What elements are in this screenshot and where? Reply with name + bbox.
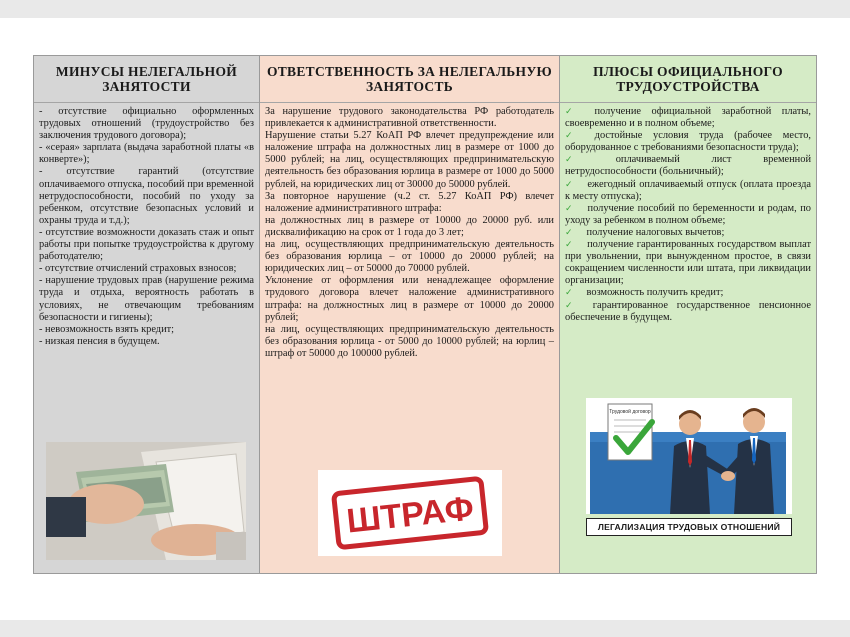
plus-column bbox=[560, 56, 816, 573]
minus-item: - отсутствие отчислений страховых взносов; bbox=[39, 263, 237, 275]
check-icon: ✓ bbox=[565, 240, 574, 251]
money-envelope-illustration bbox=[46, 442, 246, 560]
check-icon: ✓ bbox=[565, 155, 602, 166]
responsibility-text bbox=[265, 103, 554, 360]
plus-title: ПЛЮСЫ ОФИЦИАЛЬНОГО ТРУДОУСТРОЙСТВА bbox=[560, 56, 816, 103]
minus-item: - низкая пенсия в будущем. bbox=[39, 335, 160, 347]
minus-item: - нарушение трудовых прав (нарушение режима труда и отдыха, вероятность работать в условиях, не отвечающим требованиям безопасности и гигиены); bbox=[39, 275, 254, 323]
responsibility-paragraph: на должностных лиц в размере от 10000 до 20000 руб. или дисквалификацию на срок от 1 года до 3 лет; bbox=[265, 214, 554, 238]
legalization-caption: ЛЕГАЛИЗАЦИЯ ТРУДОВЫХ ОТНОШЕНИЙ bbox=[586, 518, 792, 536]
check-icon: ✓ bbox=[565, 107, 581, 117]
minus-item: - «серая» зарплата (выдача заработной платы «в конверте»); bbox=[39, 142, 254, 166]
stamp-text: ШТРАФ bbox=[344, 489, 476, 541]
bottom-bar bbox=[0, 620, 850, 637]
responsibility-paragraph: на лиц, осуществляющих предпринимательскую деятельность без образования юрлица - от 5000 до 10000 рублей; на юрлиц – штраф от 50000 до 100000 рублей. bbox=[265, 323, 554, 359]
plus-item: ✓ достойные условия труда (рабочее место, оборудованное с требованиями безопасности труда); bbox=[565, 130, 811, 154]
leaflet bbox=[33, 55, 817, 574]
minus-item: - отсутствие возможности доказать стаж и опыт работы при попытке трудоустройства к другому работодателю; bbox=[39, 226, 254, 263]
plus-item: ✓ получение пособий по беременности и родам, по уходу за ребенком в полном объеме; bbox=[565, 202, 811, 226]
money-envelope-image bbox=[46, 442, 246, 560]
responsibility-title: ОТВЕТСТВЕННОСТЬ ЗА НЕЛЕГАЛЬНУЮ ЗАНЯТОСТЬ bbox=[260, 56, 559, 103]
minus-title: МИНУСЫ НЕЛЕГАЛЬНОЙ ЗАНЯТОСТИ bbox=[34, 56, 259, 103]
check-icon: ✓ bbox=[565, 203, 574, 214]
fine-stamp-image bbox=[318, 470, 502, 556]
plus-item: ✓ оплачиваемый лист временной нетрудоспособности (больничный); bbox=[565, 154, 812, 178]
plus-item: ✓ ежегодный оплачиваемый отпуск (оплата проезда к месту отпуска); bbox=[565, 178, 811, 202]
responsibility-paragraph: на лиц, осуществляющих предпринимательскую деятельность без образования юрлица – от 10000 до 20000 рублей; на юридических лиц – от 50000 до 70000 рублей. bbox=[265, 239, 554, 275]
fine-stamp-illustration bbox=[318, 470, 502, 556]
handshake-image bbox=[586, 398, 792, 514]
plus-item: ✓ получение гарантированных государством выплат при увольнении, при вынужденном простое, в связи сокращением численности или штата, при ликвидации организации; bbox=[565, 239, 812, 287]
check-icon: ✓ bbox=[565, 288, 573, 299]
check-icon: ✓ bbox=[565, 227, 573, 238]
check-icon: ✓ bbox=[565, 131, 581, 142]
responsibility-paragraph: Нарушение статьи 5.27 КоАП РФ влечет предупреждение или наложение штрафа на должностных лиц в размере от 1000 до 5000 рублей; на лиц, осуществляющих предпринимательскую деятельность без образования юрлица в размере от 1000 до 5000 рублей, на юридических лиц от 30000 до 50000 рублей. bbox=[265, 130, 554, 190]
check-icon: ✓ bbox=[565, 300, 579, 311]
plus-item: ✓ возможность получить кредит; bbox=[565, 287, 724, 299]
responsibility-column bbox=[260, 56, 560, 573]
plus-list bbox=[565, 103, 811, 324]
check-icon: ✓ bbox=[565, 179, 574, 190]
document-label: Трудовой договор bbox=[609, 409, 651, 415]
plus-item: ✓ гарантированное государственное пенсионное обеспечение в будущем. bbox=[565, 299, 811, 323]
minus-item: - невозможность взять кредит; bbox=[39, 323, 175, 335]
responsibility-paragraph: За повторное нарушение (ч.2 ст. 5.27 КоАП РФ) влечет наложение административного штрафа: bbox=[265, 190, 554, 214]
minus-item: - отсутствие гарантий (отсутствие оплачиваемого отпуска, пособий при временной нетрудоспособности, пособий по уходу за ребенком, отсутствие безопасных условий и охраны труда и т.д.); bbox=[39, 166, 254, 226]
minus-column bbox=[34, 56, 260, 573]
responsibility-paragraph: За нарушение трудового законодательства РФ работодатель привлекается к административной ответственности. bbox=[265, 106, 554, 130]
top-bar bbox=[0, 0, 850, 18]
plus-item: ✓ получение официальной заработной платы, своевременно и в полном объеме; bbox=[565, 106, 811, 130]
handshake-illustration bbox=[586, 398, 792, 514]
responsibility-paragraph: Уклонение от оформления или ненадлежащее оформление трудового договора влечет наложение административного штрафа: на должностных лиц в размере от 10000 до 20000 рублей; bbox=[265, 275, 554, 323]
plus-item: ✓ получение налоговых вычетов; bbox=[565, 226, 725, 238]
minus-list bbox=[39, 103, 254, 348]
minus-item: - отсутствие официально оформленных трудовых отношений (трудоустройство без заключения трудового договора); bbox=[39, 106, 254, 142]
